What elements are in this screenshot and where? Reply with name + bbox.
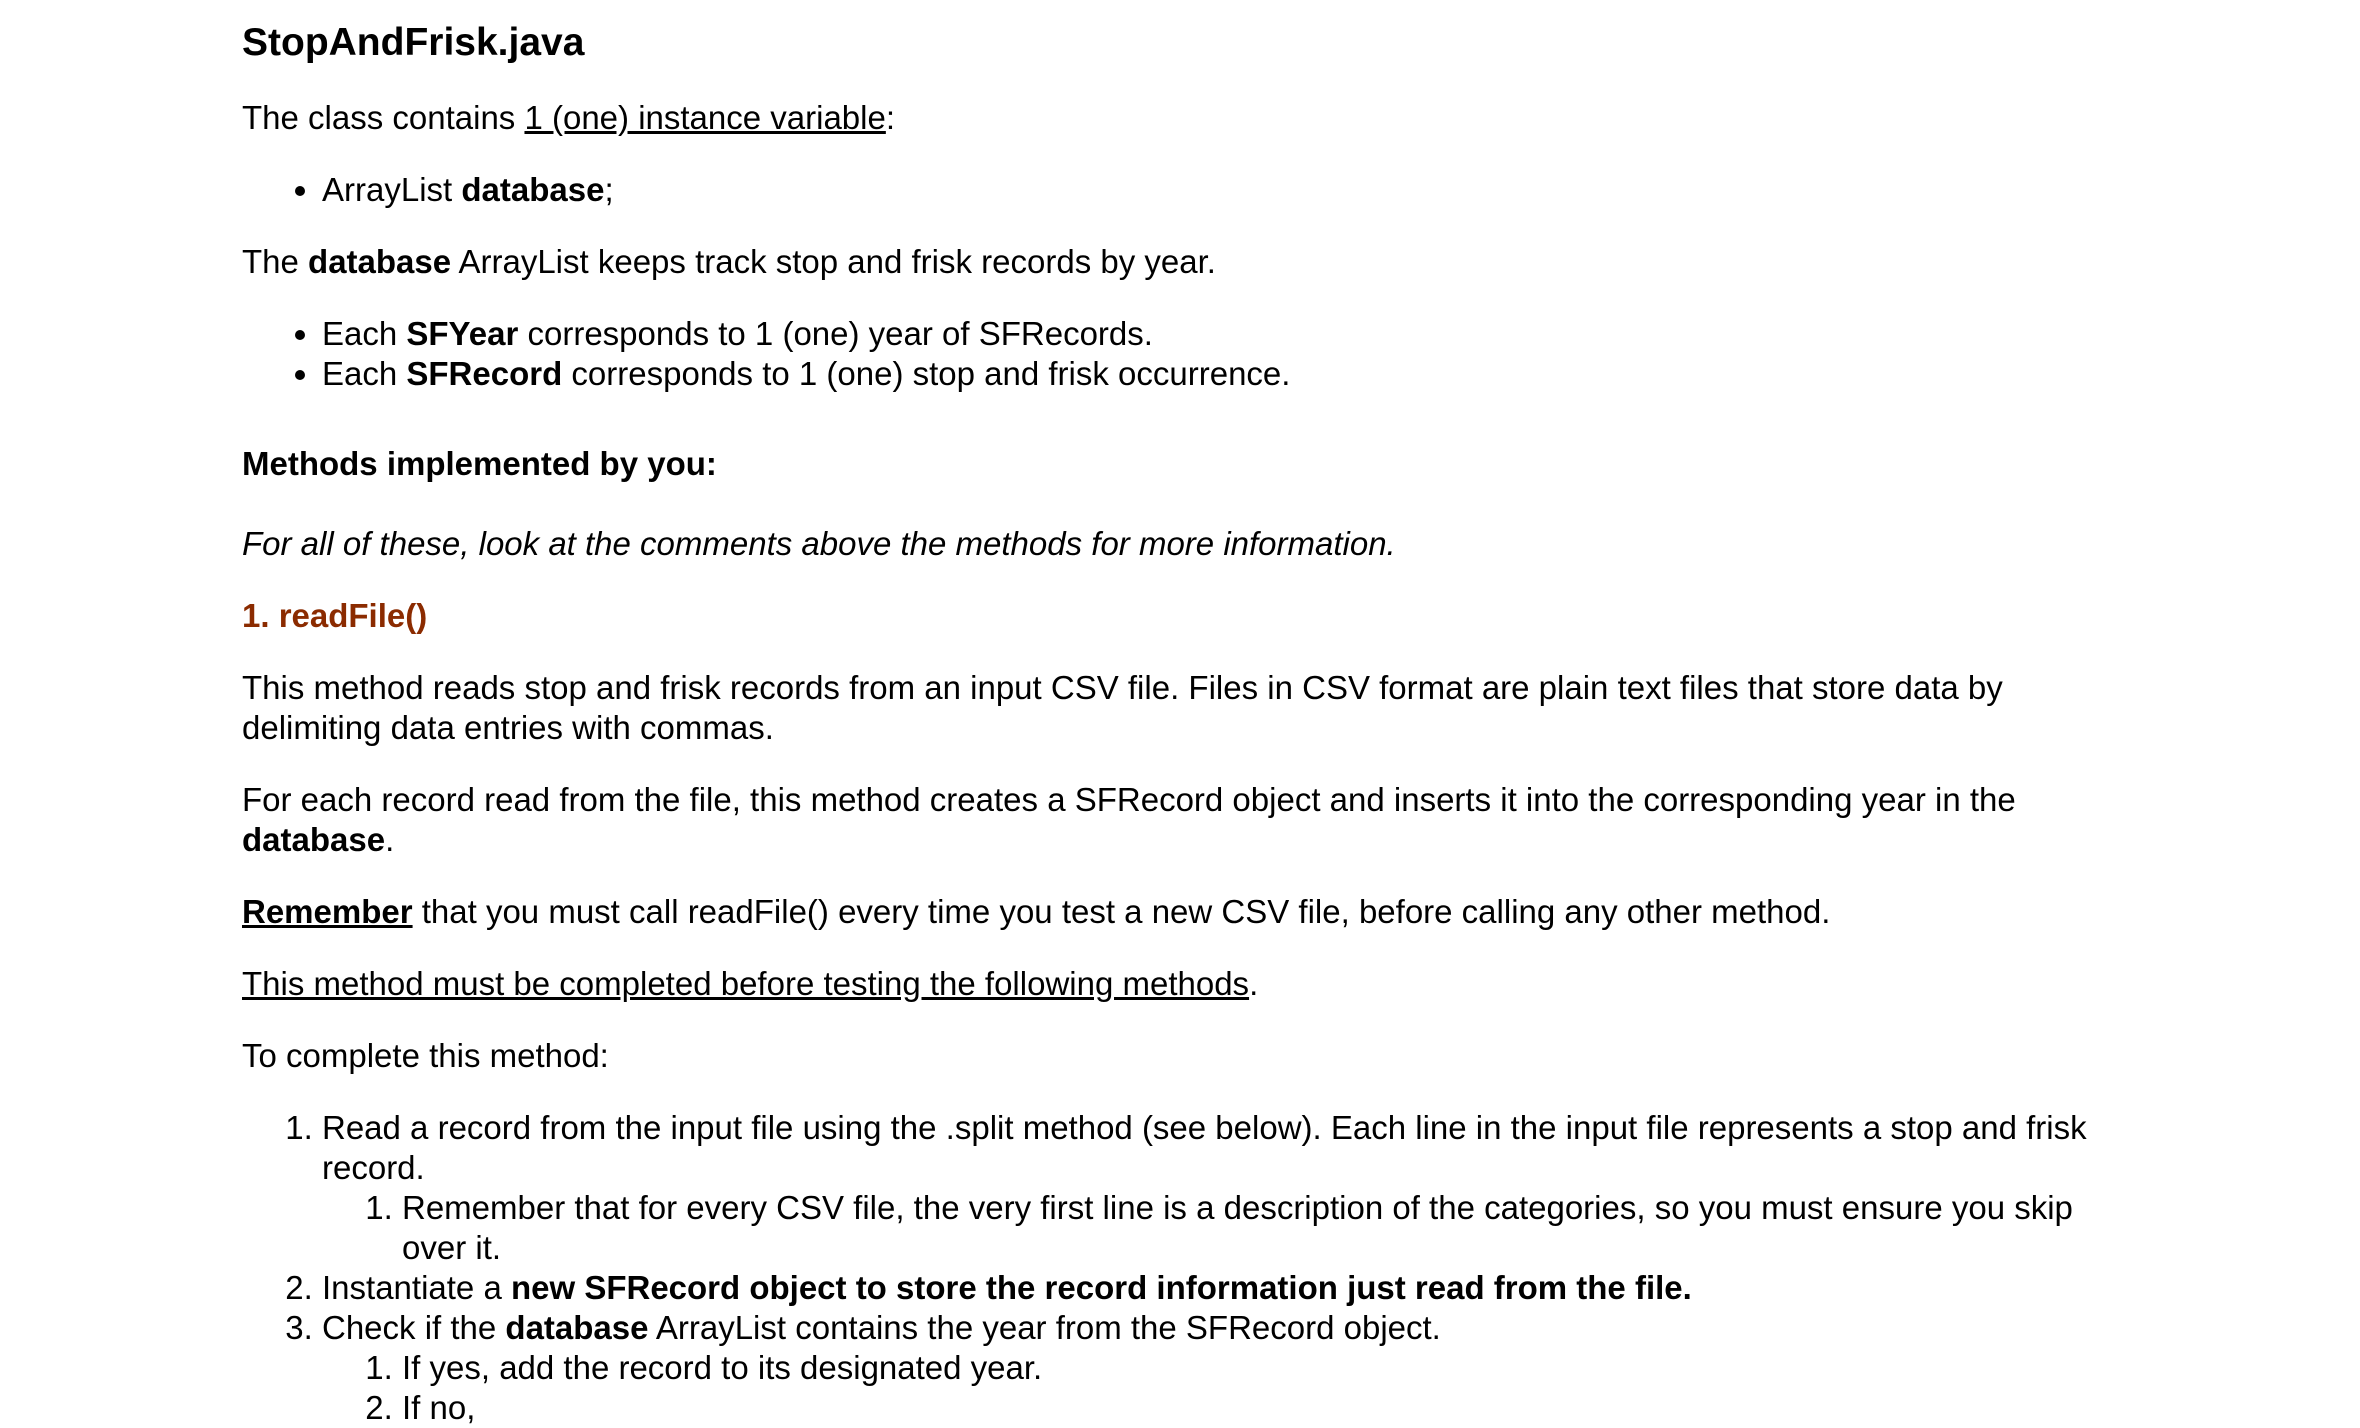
substeps-list (322, 1348, 2142, 1428)
instance-variable-link: 1 (one) instance variable (524, 99, 886, 136)
methods-intro: For all of these, look at the comments above the methods for more information. (242, 525, 1396, 562)
substep-item: 1. If yes, add the record to its designated year. (402, 1348, 2142, 1388)
list-item: • Each SFYear corresponds to 1 (one) year of SFRecords. (322, 314, 2142, 354)
steps-list (242, 1108, 2142, 1428)
method-insert-description: For each record read from the file, this method creates a SFRecord object and inserts it into the corresponding year in the database. (242, 781, 2016, 858)
list-item: • Each SFRecord corresponds to 1 (one) stop and frisk occurrence. (322, 354, 2142, 394)
to-complete-label: To complete this method: (242, 1037, 609, 1074)
substep-item: 1. Remember that for every CSV file, the very first line is a description of the categories, so you must ensure you skip over it. (402, 1188, 2142, 1268)
remember-label: Remember (242, 893, 413, 930)
methods-heading: Methods implemented by you: (242, 445, 717, 482)
document (242, 18, 2142, 1428)
method-description: This method reads stop and frisk records from an input CSV file. Files in CSV format are plain text files that store data by delimiting data entries with commas. (242, 669, 2003, 746)
step-item: 2. Instantiate a new SFRecord object to store the record information just read from the file. (322, 1268, 2142, 1308)
must-complete-note: This method must be completed before testing the following methods. (242, 965, 1259, 1002)
class-vars-paragraph: The class contains 1 (one) instance variable: (242, 99, 896, 136)
database-description: The database ArrayList keeps track stop and frisk records by year. (242, 243, 1216, 280)
page-title: StopAndFrisk.java (242, 21, 585, 64)
substeps-list (322, 1188, 2142, 1268)
step-item: 1. Read a record from the input file using the .split method (see below). Each line in the input file represents a stop and frisk record. 1. Remember that for every CSV file, the very first line is a description of the categories, so you must ensure you skip over it. (322, 1108, 2142, 1268)
substep-item: 2. If no, (402, 1388, 2142, 1428)
method-title-readfile: 1. readFile() (242, 597, 428, 634)
instance-variable-list (242, 170, 2142, 210)
step-item: 3. Check if the database ArrayList contains the year from the SFRecord object. 1. If yes, add the record to its designated year. 2. If no, (322, 1308, 2142, 1428)
record-type-list (242, 314, 2142, 394)
remember-note: Remember that you must call readFile() every time you test a new CSV file, before calling any other method. (242, 893, 1831, 930)
list-item: • ArrayList database; (322, 170, 2142, 210)
